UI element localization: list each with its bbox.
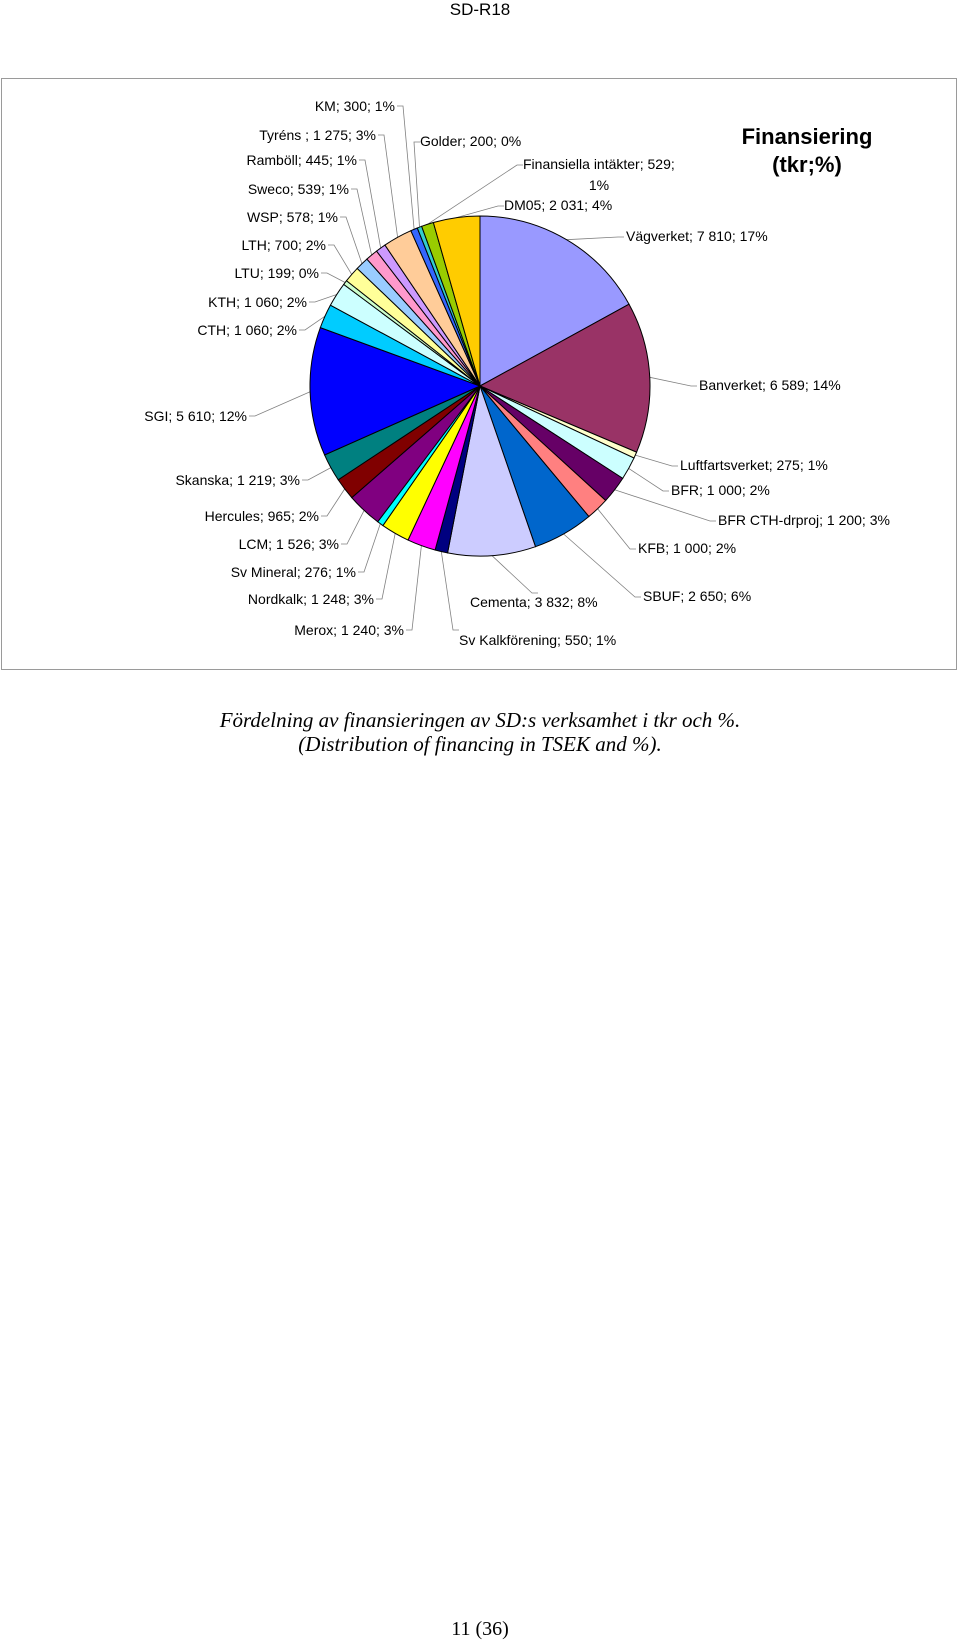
caption-line-1: Fördelning av finansieringen av SD:s verksamhet i tkr och %. (219, 708, 741, 732)
slice-label-vagverket: Vägverket; 7 810; 17% (626, 228, 768, 244)
slice-label-km: KM; 300; 1% (314, 98, 395, 114)
slice-label-sv-mineral: Sv Mineral; 276; 1% (230, 564, 356, 580)
slice-label-lth: LTH; 700; 2% (241, 237, 326, 253)
slice-label-luftfartsverket: Luftfartsverket; 275; 1% (680, 457, 828, 473)
slice-label-sbuf: SBUF; 2 650; 6% (643, 588, 752, 604)
document-id: SD-R18 (449, 0, 511, 19)
slice-label-cth: CTH; 1 060; 2% (197, 322, 297, 338)
slice-label-hercules: Hercules; 965; 2% (204, 508, 319, 524)
slice-label-bfr-cth-drproj: BFR CTH-drproj; 1 200; 3% (718, 512, 890, 528)
slice-label-sgi: SGI; 5 610; 12% (144, 408, 247, 424)
chart-frame (1, 78, 957, 670)
slice-label-cementa: Cementa; 3 832; 8% (470, 594, 598, 610)
slice-label-kth: KTH; 1 060; 2% (208, 294, 307, 310)
slice-label-skanska: Skanska; 1 219; 3% (175, 472, 300, 488)
leader-line-merox (406, 546, 421, 630)
leader-line-sv-mineral (358, 524, 380, 572)
leader-line-sweco (351, 189, 372, 255)
slice-label-dm05: DM05; 2 031; 4% (504, 197, 613, 213)
slice-label-ltu: LTU; 199; 0% (234, 265, 319, 281)
figure-caption (0, 708, 960, 756)
pie-chart (2, 79, 956, 669)
page-number: 11 (36) (451, 1618, 509, 1640)
leader-line-vagverket (567, 237, 624, 240)
leader-line-sgi (249, 392, 310, 416)
leader-line-cementa (492, 556, 538, 593)
slice-label-finansiella-intakter-line1: Finansiella intäkter; 529; (523, 156, 675, 172)
leader-line-tyrens (378, 135, 398, 237)
leader-line-ltu (321, 273, 345, 283)
chart-title-line1: Finansiering (741, 124, 873, 149)
slice-label-finansiella-intakter-line2: 1% (588, 177, 610, 193)
leader-line-km (397, 106, 414, 229)
leader-line-wsp (340, 217, 362, 264)
leader-line-hercules (321, 489, 345, 516)
leader-line-lcm (341, 510, 364, 544)
leader-line-skanska (302, 468, 331, 480)
slice-label-merox: Merox; 1 240; 3% (294, 622, 404, 638)
slice-label-wsp: WSP; 578; 1% (246, 209, 338, 225)
pie-slices (310, 216, 650, 556)
leader-line-nordkalk (376, 533, 395, 599)
leader-line-sv-kalkforening (441, 552, 459, 631)
chart-title (742, 124, 873, 177)
chart-title-line2: (tkr;%) (772, 152, 842, 177)
leader-line-kfb (598, 509, 636, 549)
slice-label-sv-kalkforening: Sv Kalkförening; 550; 1% (459, 632, 617, 648)
leader-line-golder (414, 142, 420, 227)
leader-line-lth (328, 245, 352, 274)
slice-label-nordkalk: Nordkalk; 1 248; 3% (247, 591, 374, 607)
leader-line-bfr (629, 468, 669, 491)
slice-label-golder: Golder; 200; 0% (420, 133, 522, 149)
leader-line-banverket (650, 377, 697, 386)
leader-line-sbuf (564, 534, 641, 597)
leader-line-finansiella-intakter (428, 165, 524, 224)
slice-label-lcm: LCM; 1 526; 3% (238, 536, 339, 552)
leader-line-ramboll (359, 160, 381, 248)
slice-label-kfb: KFB; 1 000; 2% (638, 540, 737, 556)
leader-line-luftfartsverket (635, 455, 678, 466)
slice-label-ramboll: Ramböll; 445; 1% (246, 152, 357, 168)
caption-line-2: (Distribution of financing in TSEK and %). (298, 732, 662, 756)
slice-label-bfr: BFR; 1 000; 2% (671, 482, 770, 498)
slice-label-sweco: Sweco; 539; 1% (247, 181, 349, 197)
slice-label-tyrens: Tyréns ; 1 275; 3% (259, 127, 376, 143)
slice-label-banverket: Banverket; 6 589; 14% (699, 377, 841, 393)
